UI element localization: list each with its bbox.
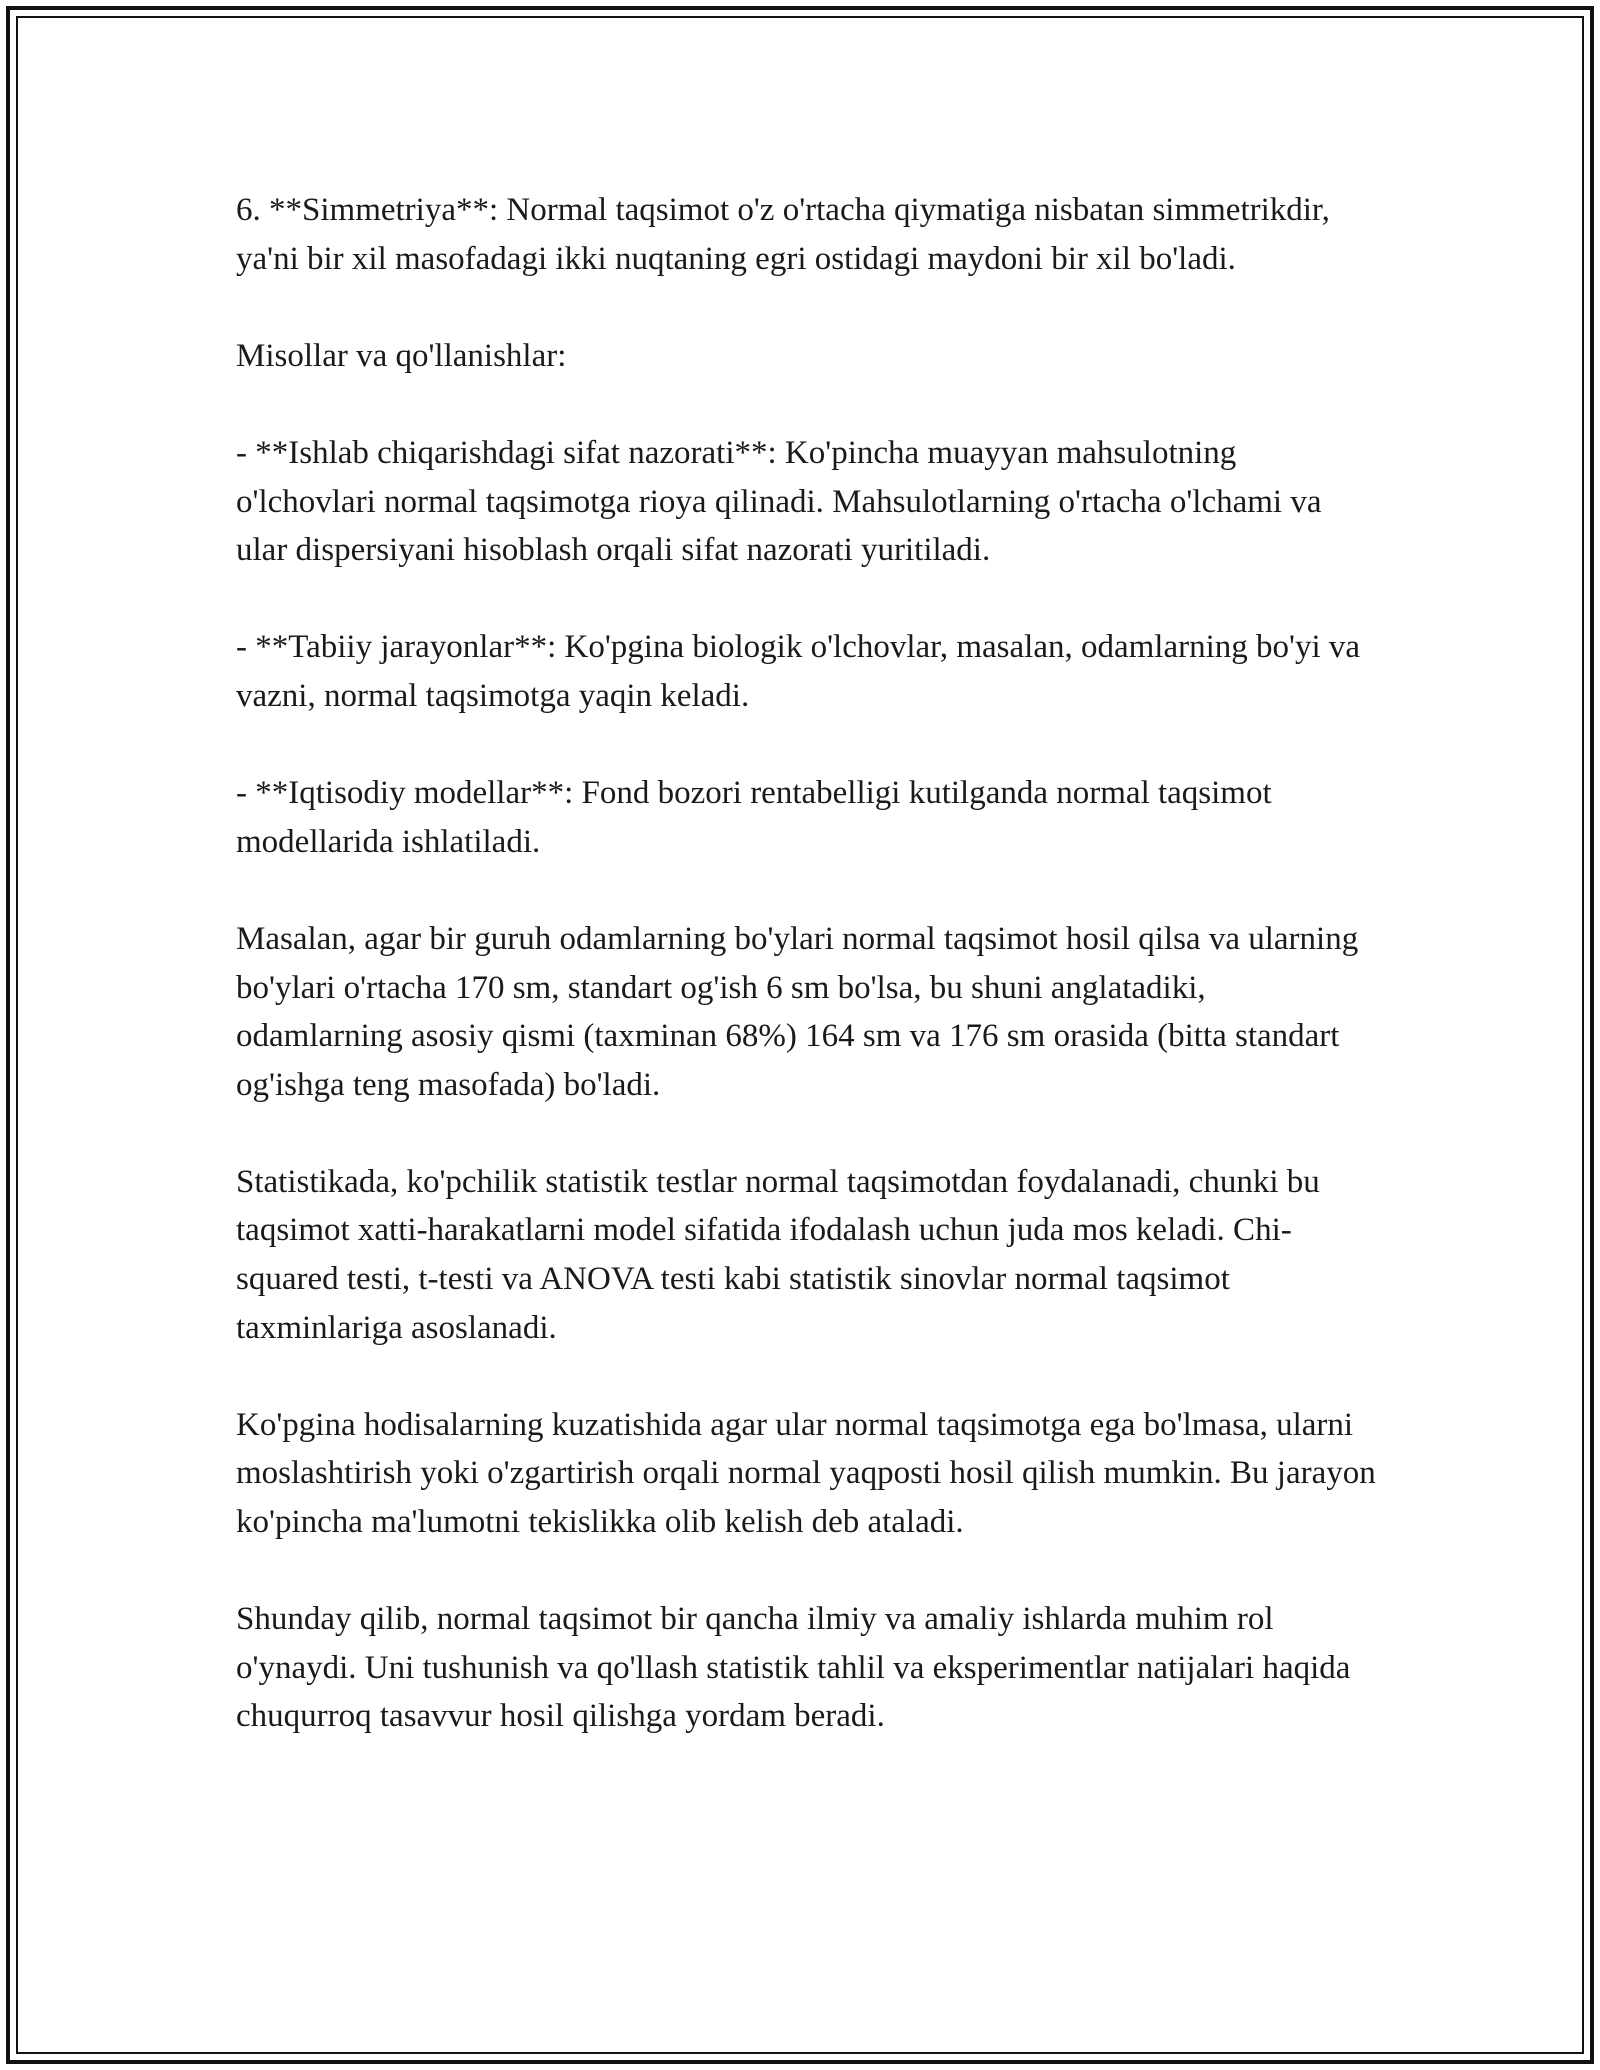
paragraph-natural-processes: - **Tabiiy jarayonlar**: Ko'pgina biologik o'lchovlar, masalan, odamlarning bo'yi va vazni, normal taqsimotga yaqin keladi. xyxy=(236,629,1361,714)
paragraph-statistical-tests: Statistikada, ko'pchilik statistik testlar normal taqsimotdan foydalanadi, chunki bu taqsimot xatti-harakatlarni model sifatida ifodalash uchun juda mos keladi. Chi-squared testi, t-testi va ANOVA testi kabi statistik sinovlar normal taqsimot taxminlariga asoslanadi. xyxy=(236,1163,1320,1346)
paragraph-examples-heading: Misollar va qo'llanishlar: xyxy=(236,337,567,374)
paragraph-transformation: Ko'pgina hodisalarning kuzatishida agar ular normal taqsimotga ega bo'lmasa, ularni moslashtirish yoki o'zgartirish orqali normal yaqposti hosil qilish mumkin. Bu jarayon ko'pincha ma'lumotni tekislikka olib kelish deb ataladi. xyxy=(236,1406,1376,1541)
paragraph-height-example: Masalan, agar bir guruh odamlarning bo'ylari normal taqsimot hosil qilsa va ularning bo'ylari o'rtacha 170 sm, standart og'ish 6 sm bo'lsa, bu shuni anglatadiki, odamlarning asosiy qismi (taxminan 68%) 164 sm va 176 sm orasida (bitta standart og'ishga teng masofada) bo'ladi. xyxy=(236,920,1359,1103)
paragraph-symmetry: 6. **Simmetriya**: Normal taqsimot o'z o'rtacha qiymatiga nisbatan simmetrikdir, ya'ni bir xil masofadagi ikki nuqtaning egri ostidagi maydoni bir xil bo'ladi. xyxy=(236,192,1330,277)
paragraph-economic-models: - **Iqtisodiy modellar**: Fond bozori rentabelligi kutilganda normal taqsimot modellarida ishlatiladi. xyxy=(236,775,1272,860)
document-body xyxy=(236,186,1376,1790)
paragraph-quality-control: - **Ishlab chiqarishdagi sifat nazorati**: Ko'pincha muayyan mahsulotning o'lchovlari normal taqsimotga rioya qilinadi. Mahsulotlarning o'rtacha o'lchami va ular dispersiyani hisoblash orqali sifat nazorati yuritiladi. xyxy=(236,434,1322,569)
paragraph-conclusion: Shunday qilib, normal taqsimot bir qancha ilmiy va amaliy ishlarda muhim rol o'ynaydi. Uni tushunish va qo'llash statistik tahlil va eksperimentlar natijalari haqida chuqurroq tasavvur hosil qilishga yordam beradi. xyxy=(236,1601,1351,1735)
